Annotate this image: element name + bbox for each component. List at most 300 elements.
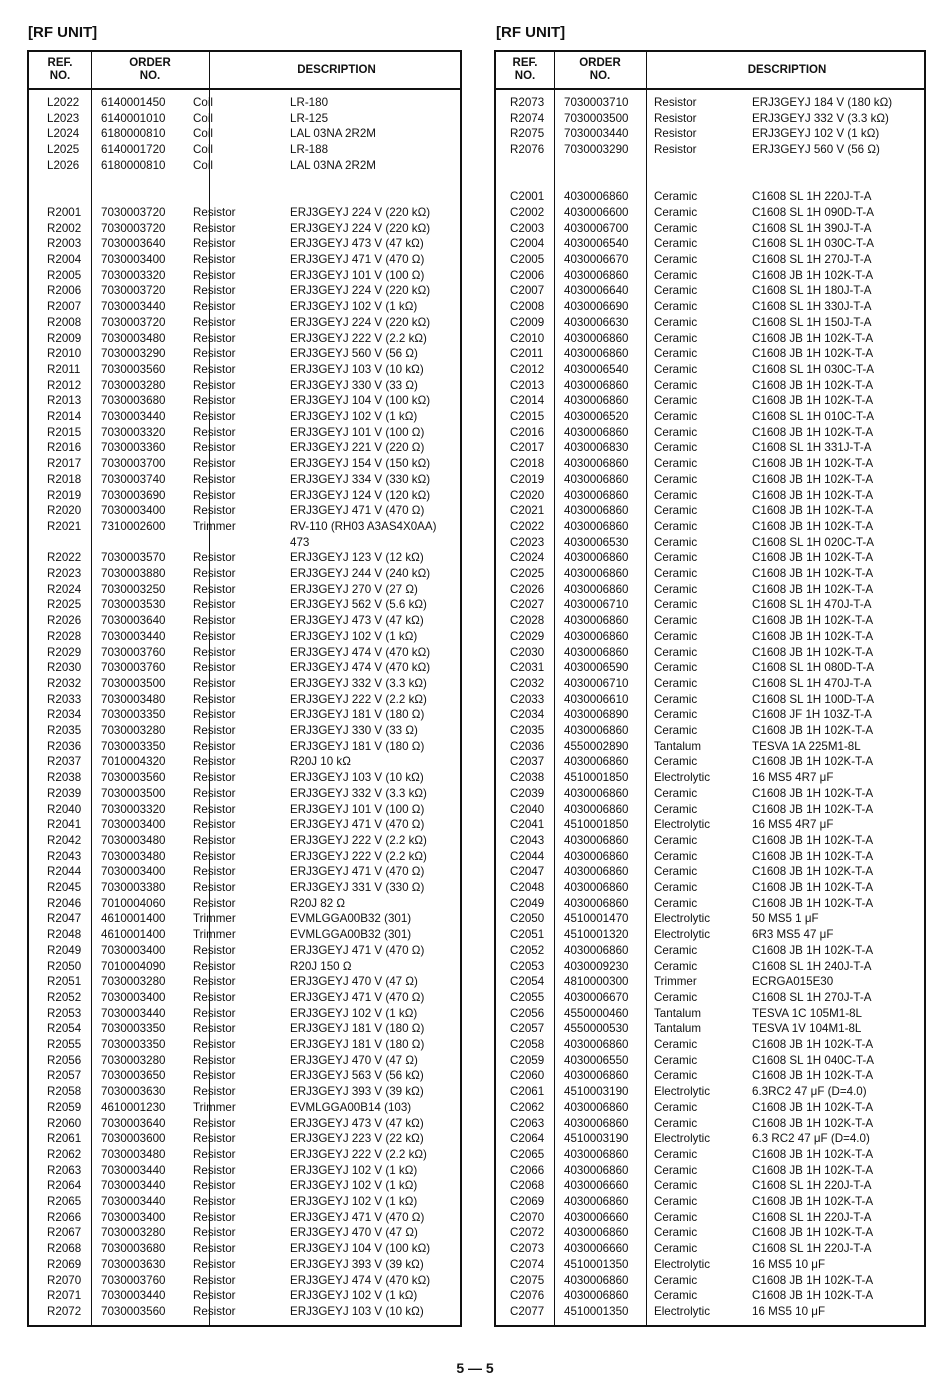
ref-no-cell: C2052 xyxy=(510,943,545,957)
order-no-cell: 4030006860 xyxy=(564,472,629,486)
description-cell: ERJ3GEYJ 222 V (2.2 kΩ) xyxy=(290,692,427,706)
description-cell: LR-125 xyxy=(290,111,329,125)
order-no-cell: 4030006530 xyxy=(564,535,629,549)
description-cell: C1608 SL 1H 030C-T-A xyxy=(752,362,875,376)
table-row xyxy=(496,911,924,927)
description-cell: ERJ3GEYJ 102 V (1 kΩ) xyxy=(290,1006,418,1020)
table-row xyxy=(29,802,460,818)
order-no-cell: 4030006860 xyxy=(564,1116,629,1130)
table-row xyxy=(496,864,924,880)
description-cell: ERJ3GEYJ 154 V (150 kΩ) xyxy=(290,457,431,471)
table-row xyxy=(29,126,460,142)
order-no-cell: 7030003760 xyxy=(101,1273,166,1287)
description-cell: C1608 JB 1H 102K-T-A xyxy=(752,567,874,580)
ref-no-cell: R2010 xyxy=(47,347,82,361)
ref-no-cell: C2044 xyxy=(510,849,545,863)
description-cell: ERJ3GEYJ 222 V (2.2 kΩ) xyxy=(290,331,427,345)
type-cell: Ceramic xyxy=(654,959,698,973)
table-row xyxy=(29,723,460,739)
description-cell: ERJ3GEYJ 471 V (470 Ω) xyxy=(290,943,425,957)
type-cell: Tantalum xyxy=(654,1022,702,1036)
table-row xyxy=(29,1304,460,1320)
description-cell: 6.3RC2 47 μF (D=4.0) xyxy=(752,1085,867,1099)
description-cell: ERJ3GEYJ 270 V (27 Ω) xyxy=(290,582,418,596)
order-no-cell: 7030003350 xyxy=(101,1038,166,1051)
description-cell: ERJ3GEYJ 104 V (100 kΩ) xyxy=(290,1242,431,1256)
ref-no-cell: R2054 xyxy=(47,1022,82,1036)
description-cell: ERJ3GEYJ 184 V (180 kΩ) xyxy=(752,96,893,109)
type-cell: Ceramic xyxy=(654,190,698,204)
ref-no-cell: R2069 xyxy=(47,1257,82,1271)
description-cell: 16 MS5 10 μF xyxy=(752,1257,826,1271)
table-row xyxy=(496,754,924,770)
description-cell: ERJ3GEYJ 102 V (1 kΩ) xyxy=(752,127,880,141)
table-row xyxy=(29,959,460,975)
ref-no-cell: R2002 xyxy=(47,221,82,235)
order-no-cell: 4030006860 xyxy=(564,786,629,800)
description-cell: C1608 JB 1H 102K-T-A xyxy=(752,724,874,737)
order-no-cell: 4030006860 xyxy=(564,347,629,361)
order-no-cell: 7030003760 xyxy=(101,661,166,675)
table-row xyxy=(496,817,924,833)
order-no-cell: 7030003400 xyxy=(101,865,166,879)
table-row xyxy=(496,802,924,818)
table-row xyxy=(496,503,924,519)
table-row xyxy=(496,786,924,802)
description-cell: ERJ3GEYJ 181 V (180 Ω) xyxy=(290,1022,425,1036)
ref-no-cell: C2030 xyxy=(510,645,545,659)
table-row xyxy=(496,1241,924,1257)
ref-no-cell: C2008 xyxy=(510,300,545,314)
table-row xyxy=(496,1053,924,1069)
type-cell: Resistor xyxy=(654,111,697,125)
order-no-cell: 7030003500 xyxy=(101,676,166,690)
order-no-cell: 4030006860 xyxy=(564,488,629,502)
type-cell: Ceramic xyxy=(654,331,698,345)
type-cell: Resistor xyxy=(193,1226,236,1240)
order-no-cell: 4030006860 xyxy=(564,1100,629,1114)
table-row xyxy=(29,1100,460,1116)
description-cell: C1608 JB 1H 102K-T-A xyxy=(752,504,874,518)
type-cell: Ceramic xyxy=(654,1116,698,1130)
order-no-cell: 4030006640 xyxy=(564,284,629,298)
type-cell: Ceramic xyxy=(654,786,698,800)
table-row xyxy=(496,645,924,661)
order-no-cell: 4510001350 xyxy=(564,1304,629,1318)
order-no-cell: 4030006860 xyxy=(564,645,629,659)
table-row xyxy=(496,1288,924,1304)
description-cell: C1608 JB 1H 102K-T-A xyxy=(752,833,874,847)
ref-no-cell: C2073 xyxy=(510,1242,545,1256)
order-no-cell: 7030003440 xyxy=(101,629,166,643)
order-no-cell: 7010004320 xyxy=(101,755,166,769)
order-no-cell: 7030003440 xyxy=(101,1195,166,1208)
ref-no-cell: C2017 xyxy=(510,441,545,455)
type-cell: Trimmer xyxy=(654,975,697,989)
order-no-cell: 7030003710 xyxy=(564,96,629,109)
ref-no-cell: C2057 xyxy=(510,1022,545,1036)
type-cell: Ceramic xyxy=(654,676,698,690)
description-cell: C1608 JB 1H 102K-T-A xyxy=(752,881,874,894)
table-row xyxy=(29,1225,460,1241)
type-cell: Resistor xyxy=(193,237,236,251)
description-cell: EVMLGGA00B32 (301) xyxy=(290,928,412,942)
type-cell: Resistor xyxy=(193,739,236,753)
order-no-cell: 7030003290 xyxy=(101,347,166,361)
type-cell: Resistor xyxy=(193,833,236,847)
ref-no-cell: C2065 xyxy=(510,1147,545,1161)
description-cell: C1608 JB 1H 102K-T-A xyxy=(752,1038,874,1051)
description-cell: ERJ3GEYJ 470 V (47 Ω) xyxy=(290,1053,418,1067)
description-cell: C1608 JB 1H 102K-T-A xyxy=(752,943,874,957)
ref-no-cell: C2015 xyxy=(510,410,545,423)
table-row xyxy=(496,1257,924,1273)
description-cell: ERJ3GEYJ 102 V (1 kΩ) xyxy=(290,1195,418,1208)
table-row xyxy=(29,660,460,676)
order-no-cell: 7030003280 xyxy=(101,975,166,989)
type-cell: Ceramic xyxy=(654,472,698,486)
type-cell: Ceramic xyxy=(654,582,698,596)
table-row xyxy=(496,613,924,629)
ref-no-cell: C2022 xyxy=(510,519,545,533)
description-cell: ERJ3GEYJ 560 V (56 Ω) xyxy=(290,347,418,361)
table-row xyxy=(29,1131,460,1147)
table-row xyxy=(496,393,924,409)
ref-no-cell: R2060 xyxy=(47,1116,82,1130)
table-row xyxy=(496,189,924,205)
order-no-cell: 7030003530 xyxy=(101,598,166,612)
type-cell: Resistor xyxy=(193,1257,236,1271)
type-cell: Electrolytic xyxy=(654,1085,711,1099)
order-no-cell: 7030003740 xyxy=(101,472,166,486)
type-cell: Resistor xyxy=(193,1304,236,1318)
type-cell: Resistor xyxy=(193,1116,236,1130)
ref-no-cell: C2070 xyxy=(510,1210,545,1224)
table-row xyxy=(496,660,924,676)
type-cell: Ceramic xyxy=(654,488,698,502)
order-no-cell: 4030006860 xyxy=(564,331,629,345)
ref-no-cell: C2031 xyxy=(510,661,545,675)
ref-no-cell: C2005 xyxy=(510,253,545,266)
table-row xyxy=(496,378,924,394)
type-cell: Ceramic xyxy=(654,1179,698,1193)
table-row xyxy=(29,315,460,331)
table-row xyxy=(29,566,460,582)
ref-no-cell: C2055 xyxy=(510,990,545,1004)
ref-no-cell: R2055 xyxy=(47,1038,82,1051)
order-no-cell: 4030006860 xyxy=(564,1195,629,1208)
order-no-cell: 6140001720 xyxy=(101,143,166,157)
ref-no-cell: R2035 xyxy=(47,724,82,737)
table-row xyxy=(29,739,460,755)
ref-no-cell: R2020 xyxy=(47,504,82,518)
description-cell: 50 MS5 1 μF xyxy=(752,912,819,926)
type-cell: Ceramic xyxy=(654,1195,698,1208)
order-no-cell: 7030003440 xyxy=(101,300,166,314)
order-no-cell: 4030006710 xyxy=(564,598,629,612)
table-row xyxy=(496,252,924,268)
order-no-cell: 7030003400 xyxy=(101,818,166,832)
ref-no-cell: R2003 xyxy=(47,237,82,251)
order-no-cell: 4030006660 xyxy=(564,1210,629,1224)
ref-no-cell: R2068 xyxy=(47,1242,82,1256)
ref-no-cell: C2049 xyxy=(510,896,545,910)
type-cell: Resistor xyxy=(193,865,236,879)
order-no-cell: 4030006860 xyxy=(564,1038,629,1051)
order-no-cell: 4030006860 xyxy=(564,190,629,204)
description-cell: ERJ3GEYJ 181 V (180 Ω) xyxy=(290,739,425,753)
order-no-cell: 4030006590 xyxy=(564,661,629,675)
order-no-cell: 7030003480 xyxy=(101,331,166,345)
table-row xyxy=(29,1194,460,1210)
order-no-cell: 4030006860 xyxy=(564,802,629,816)
order-no-cell: 7030003400 xyxy=(101,253,166,266)
order-no-cell: 4030006860 xyxy=(564,865,629,879)
ref-no-cell: L2025 xyxy=(47,143,80,157)
table-row xyxy=(29,346,460,362)
type-cell: Resistor xyxy=(193,943,236,957)
table-row xyxy=(496,236,924,252)
table-row xyxy=(496,566,924,582)
type-cell: Trimmer xyxy=(193,912,236,926)
description-header: DESCRIPTION xyxy=(297,63,376,76)
order-no-cell: 4030006860 xyxy=(564,582,629,596)
type-cell: Resistor xyxy=(193,331,236,345)
type-cell: Resistor xyxy=(193,394,236,408)
ref-no-cell: R2062 xyxy=(47,1147,82,1161)
table-row xyxy=(496,676,924,692)
type-cell: Coil xyxy=(193,158,213,172)
description-cell: ERJ3GEYJ 101 V (100 Ω) xyxy=(290,268,425,282)
table-row xyxy=(29,472,460,488)
type-cell: Electrolytic xyxy=(654,1304,711,1318)
order-no-cell: 7030003630 xyxy=(101,1085,166,1099)
order-no-cell: 4030006860 xyxy=(564,881,629,894)
description-cell: ERJ3GEYJ 474 V (470 kΩ) xyxy=(290,661,431,675)
description-cell: ERJ3GEYJ 471 V (470 Ω) xyxy=(290,865,425,879)
description-cell: ERJ3GEYJ 560 V (56 Ω) xyxy=(752,143,880,157)
description-cell: C1608 SL 1H 220J-T-A xyxy=(752,1210,872,1224)
ref-no-cell: R2030 xyxy=(47,661,82,675)
table-row xyxy=(29,393,460,409)
table-row xyxy=(496,362,924,378)
ref-no-cell: R2025 xyxy=(47,598,82,612)
type-cell: Ceramic xyxy=(654,661,698,675)
ref-no-cell: C2036 xyxy=(510,739,545,753)
ref-no-cell: R2059 xyxy=(47,1100,82,1114)
description-cell: C1608 SL 1H 390J-T-A xyxy=(752,221,872,235)
order-no-cell: 7030003720 xyxy=(101,205,166,219)
ref-no-cell: R2057 xyxy=(47,1069,82,1083)
ref-no-cell: R2033 xyxy=(47,692,82,706)
order-no-cell: 4030006660 xyxy=(564,1179,629,1193)
description-cell: C1608 JB 1H 102K-T-A xyxy=(752,1195,874,1208)
ref-no-cell: R2065 xyxy=(47,1195,82,1208)
ref-no-cell: C2028 xyxy=(510,614,545,628)
description-cell: 473 xyxy=(290,535,310,549)
table-row xyxy=(29,362,460,378)
type-cell: Trimmer xyxy=(193,928,236,942)
ref-no-cell: R2067 xyxy=(47,1226,82,1240)
description-cell: C1608 SL 1H 470J-T-A xyxy=(752,676,872,690)
order-no-cell: 7030003680 xyxy=(101,1242,166,1256)
table-row xyxy=(29,550,460,566)
description-cell: ERJ3GEYJ 102 V (1 kΩ) xyxy=(290,629,418,643)
description-cell: C1608 SL 1H 080D-T-A xyxy=(752,661,875,675)
ref-no-cell: C2069 xyxy=(510,1195,545,1208)
ref-no-cell: R2005 xyxy=(47,268,82,282)
type-cell: Tantalum xyxy=(654,739,702,753)
ref-no-cell: R2073 xyxy=(510,96,545,109)
table-row xyxy=(29,268,460,284)
ref-no-cell: R2011 xyxy=(47,362,81,376)
ref-no-cell: R2022 xyxy=(47,551,82,565)
ref-no-cell: C2020 xyxy=(510,488,545,502)
description-cell: C1608 JB 1H 102K-T-A xyxy=(752,896,874,910)
type-cell: Ceramic xyxy=(654,362,698,376)
type-cell: Ceramic xyxy=(654,457,698,471)
type-cell: Ceramic xyxy=(654,802,698,816)
table-row xyxy=(496,959,924,975)
type-cell: Resistor xyxy=(193,1147,236,1161)
ref-no-cell: C2041 xyxy=(510,818,545,832)
ref-no-cell: R2014 xyxy=(47,410,82,423)
type-cell: Resistor xyxy=(193,661,236,675)
description-cell: C1608 JB 1H 102K-T-A xyxy=(752,268,874,282)
order-no-cell: 7030003440 xyxy=(101,410,166,423)
order-no-cell: 7030003280 xyxy=(101,724,166,737)
type-cell: Resistor xyxy=(193,802,236,816)
order-no-cell: 4030006860 xyxy=(564,849,629,863)
order-no-cell: 6140001010 xyxy=(101,111,166,125)
table-row xyxy=(496,126,924,142)
order-no-cell: 4030006670 xyxy=(564,253,629,266)
ref-no-cell: C2033 xyxy=(510,692,545,706)
right-parts-table xyxy=(494,50,926,1327)
order-no-cell: 7030003560 xyxy=(101,362,166,376)
description-cell: ERJ3GEYJ 471 V (470 Ω) xyxy=(290,504,425,518)
type-cell: Ceramic xyxy=(654,849,698,863)
order-no-cell: 4510001850 xyxy=(564,771,629,785)
type-cell: Resistor xyxy=(193,1038,236,1051)
ref-no-cell: R2039 xyxy=(47,786,82,800)
order-no-cell: 4810000300 xyxy=(564,975,629,989)
description-cell: C1608 JB 1H 102K-T-A xyxy=(752,1289,874,1303)
description-cell: C1608 JB 1H 102K-T-A xyxy=(752,629,874,643)
description-cell: ERJ3GEYJ 244 V (240 kΩ) xyxy=(290,567,431,580)
description-cell: ERJ3GEYJ 104 V (100 kΩ) xyxy=(290,394,431,408)
table-row xyxy=(29,283,460,299)
description-cell: ERJ3GEYJ 330 V (33 Ω) xyxy=(290,378,418,392)
table-row xyxy=(496,1006,924,1022)
type-cell: Ceramic xyxy=(654,378,698,392)
ref-no-cell: C2039 xyxy=(510,786,545,800)
ref-no-cell: R2040 xyxy=(47,802,82,816)
table-row xyxy=(496,1273,924,1289)
table-row xyxy=(29,1273,460,1289)
description-cell: ERJ3GEYJ 101 V (100 Ω) xyxy=(290,802,425,816)
description-cell: ERJ3GEYJ 470 V (47 Ω) xyxy=(290,1226,418,1240)
order-no-cell: 4510001320 xyxy=(564,928,629,942)
table-row xyxy=(29,1068,460,1084)
description-cell: C1608 JB 1H 102K-T-A xyxy=(752,1273,874,1287)
description-cell: EVMLGGA00B32 (301) xyxy=(290,912,412,926)
description-cell: C1608 SL 1H 180J-T-A xyxy=(752,284,872,298)
table-row xyxy=(496,1021,924,1037)
table-row xyxy=(496,849,924,865)
type-cell: Ceramic xyxy=(654,1038,698,1051)
order-no-cell: 7030003480 xyxy=(101,1147,166,1161)
description-cell: C1608 SL 1H 240J-T-A xyxy=(752,959,872,973)
order-no-cell: 4510001350 xyxy=(564,1257,629,1271)
order-no-cell: 4610001230 xyxy=(101,1100,166,1114)
description-cell: ERJ3GEYJ 562 V (5.6 kΩ) xyxy=(290,598,427,612)
ref-no-cell: C2053 xyxy=(510,959,545,973)
ref-no-cell: C2076 xyxy=(510,1289,545,1303)
order-no-cell: 7030003280 xyxy=(101,1053,166,1067)
type-cell: Ceramic xyxy=(654,896,698,910)
description-cell: ERJ3GEYJ 124 V (120 kΩ) xyxy=(290,488,431,502)
description-cell: LR-188 xyxy=(290,143,329,157)
type-cell: Resistor xyxy=(193,708,236,722)
description-cell: ERJ3GEYJ 102 V (1 kΩ) xyxy=(290,1289,418,1303)
type-cell: Tantalum xyxy=(654,1006,702,1020)
table-row xyxy=(29,786,460,802)
table-row xyxy=(29,1257,460,1273)
ref-no-cell: R2007 xyxy=(47,300,82,314)
description-cell: C1608 JB 1H 102K-T-A xyxy=(752,1147,874,1161)
order-no-cell: 4030006860 xyxy=(564,519,629,533)
description-cell: C1608 JB 1H 102K-T-A xyxy=(752,347,874,361)
description-cell: ERJ3GEYJ 103 V (10 kΩ) xyxy=(290,1304,424,1318)
description-cell: ERJ3GEYJ 471 V (470 Ω) xyxy=(290,1210,425,1224)
order-no-cell: 7030003350 xyxy=(101,708,166,722)
table-row xyxy=(29,158,460,174)
description-cell: TESVA 1V 104M1-8L xyxy=(752,1022,862,1036)
order-no-cell: 4030006860 xyxy=(564,1163,629,1177)
type-cell: Ceramic xyxy=(654,943,698,957)
ref-no-cell: C2062 xyxy=(510,1100,545,1114)
type-cell: Ceramic xyxy=(654,1069,698,1083)
ref-no-cell: R2001 xyxy=(47,205,82,219)
type-cell: Coil xyxy=(193,127,213,141)
ref-no-cell: R2074 xyxy=(510,111,545,125)
table-row xyxy=(496,346,924,362)
description-cell: C1608 JB 1H 102K-T-A xyxy=(752,614,874,628)
left-parts-table xyxy=(27,50,462,1327)
order-no-cell: 7030003500 xyxy=(101,786,166,800)
description-cell: C1608 JB 1H 102K-T-A xyxy=(752,551,874,565)
type-cell: Resistor xyxy=(193,818,236,832)
table-row xyxy=(496,425,924,441)
description-cell: ERJ3GEYJ 332 V (3.3 kΩ) xyxy=(752,111,889,125)
table-row xyxy=(29,990,460,1006)
type-cell: Ceramic xyxy=(654,347,698,361)
ref-no-cell: R2013 xyxy=(47,394,82,408)
description-cell: TESVA 1C 105M1-8L xyxy=(752,1006,862,1020)
ref-no-cell: C2011 xyxy=(510,347,544,361)
ref-no-cell: R2050 xyxy=(47,959,82,973)
ref-no-header: REF. NO. xyxy=(512,57,538,82)
ref-no-cell: R2075 xyxy=(510,127,545,141)
table-row xyxy=(496,833,924,849)
table-row xyxy=(496,142,924,158)
table-row xyxy=(29,770,460,786)
table-row xyxy=(496,1225,924,1241)
type-cell: Ceramic xyxy=(654,708,698,722)
ref-no-cell: L2023 xyxy=(47,111,80,125)
ref-no-cell: R2046 xyxy=(47,896,82,910)
